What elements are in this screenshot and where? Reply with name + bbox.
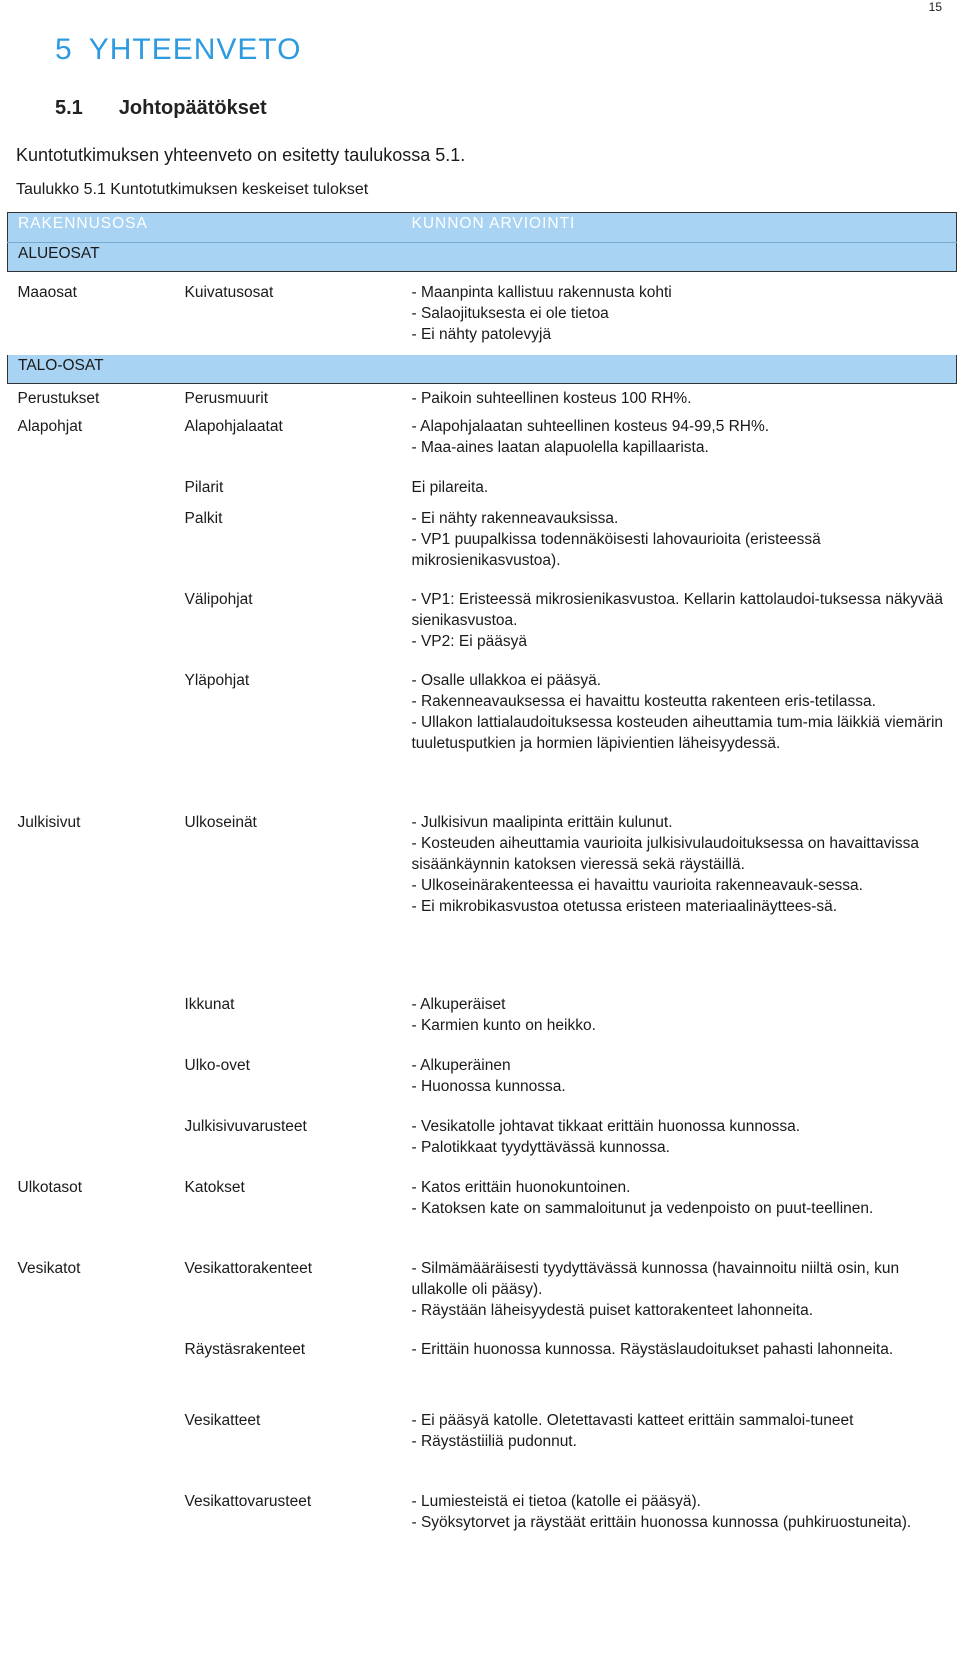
- row-group: Alapohjat: [17, 418, 83, 435]
- row-assessment: - Alkuperäinen - Huonossa kunnossa.: [411, 1057, 566, 1095]
- row-assessment: - Osalle ullakkoa ei pääsyä. - Rakenneavauksessa ei havaittu kosteutta rakenteen eris-tetilassa. - Ullakon lattialaudoituksessa kosteuden aiheuttamia tum-mia läikkiä viemärin tuuletusputkien ja hormien läpivientien läheisyydessä.: [411, 672, 944, 752]
- row-assessment: - Alkuperäiset - Karmien kunto on heikko.: [411, 996, 596, 1034]
- page-number: 15: [928, 0, 942, 14]
- table-row: [8, 1055, 957, 1116]
- row-part: Pilarit: [184, 479, 224, 496]
- row-part: Välipohjat: [184, 591, 253, 608]
- row-assessment: - Vesikatolle johtavat tikkaat erittäin huonossa kunnossa. - Palotikkaat tyydyttävässä kunnossa.: [411, 1118, 801, 1156]
- table-row: [8, 416, 957, 477]
- row-group: [8, 994, 175, 1055]
- row-group: [8, 1339, 175, 1410]
- results-table: [7, 212, 957, 1553]
- table-row: [8, 1491, 957, 1553]
- row-part: Vesikatteet: [184, 1412, 261, 1429]
- row-part: Alapohjalaatat: [184, 418, 283, 435]
- row-group: Maaosat: [17, 284, 77, 301]
- row-assessment: - Ei pääsyä katolle. Oletettavasti katteet erittäin sammaloi-tuneet - Räystästiiliä pudonnut.: [411, 1412, 854, 1450]
- row-group: Perustukset: [17, 389, 100, 407]
- header-rakennusosa: RAKENNUSOSA: [8, 213, 406, 243]
- section-title: [55, 97, 267, 120]
- row-part: Vesikattorakenteet: [184, 1260, 313, 1277]
- table-row: [8, 1339, 957, 1410]
- row-part: Kuivatusosat: [184, 284, 274, 301]
- row-part: Ikkunat: [184, 996, 235, 1013]
- table-caption: Taulukko 5.1 Kuntotutkimuksen keskeiset tulokset: [16, 181, 369, 198]
- row-group: [8, 670, 175, 812]
- table-row: [8, 383, 957, 416]
- row-assessment: - Alapohjalaatan suhteellinen kosteus 94-99,5 RH%. - Maa-aines laatan alapuolella kapillaarista.: [411, 418, 770, 456]
- section-title-text: Johtopäätökset: [118, 97, 267, 119]
- chapter-number: 5: [55, 33, 73, 66]
- row-assessment: - Julkisivun maalipinta erittäin kulunut. - Kosteuden aiheuttamia vaurioita julkisivulaudoituksessa on havaittavissa sisäänkäynnin katoksen vieressä sekä räystäillä. - Ulkoseinärakenteessa ei havaittu vaurioita rakenneavauk-sessa. - Ei mikrobikasvustoa otetussa eristeen materiaalinäyttees-sä.: [411, 814, 919, 915]
- group-label-alueosat: ALUEOSAT: [8, 243, 957, 272]
- row-group: [8, 589, 175, 670]
- table-row: [8, 477, 957, 508]
- row-group: [8, 508, 175, 589]
- table-row: [8, 508, 957, 589]
- chapter-title: [55, 33, 302, 67]
- row-group: [8, 1116, 175, 1177]
- row-part: Ulkoseinät: [184, 814, 257, 831]
- intro-paragraph: Kuntotutkimuksen yhteenveto on esitetty taulukossa 5.1.: [16, 145, 466, 165]
- section-number: 5.1: [55, 97, 83, 119]
- row-assessment: - Maanpinta kallistuu rakennusta kohti - Salaojituksesta ei ole tietoa - Ei nähty patolevyjä: [411, 284, 672, 343]
- table-row: [8, 670, 957, 812]
- row-group: Julkisivut: [17, 814, 81, 831]
- row-assessment: - VP1: Eristeessä mikrosienikasvustoa. Kellarin kattolaudoi-tuksessa näkyvää sienikasvustoa. - VP2: Ei pääsyä: [411, 591, 944, 650]
- table-row: [8, 812, 957, 994]
- table-row: [8, 589, 957, 670]
- table-row: [8, 994, 957, 1055]
- row-assessment: Ei pilareita.: [411, 479, 489, 496]
- row-assessment: - Ei nähty rakenneavauksissa. - VP1 puupalkissa todennäköisesti lahovaurioita (eristeessä mikrosienikasvustoa).: [411, 510, 821, 569]
- table-header-row: [8, 213, 957, 243]
- group-row-talo-osat: [8, 355, 957, 384]
- row-part: Julkisivuvarusteet: [184, 1118, 307, 1135]
- row-part: Ulko-ovet: [184, 1057, 250, 1074]
- row-part: Räystäsrakenteet: [184, 1341, 306, 1358]
- row-part: Vesikattovarusteet: [184, 1493, 312, 1510]
- group-row-alueosat: [8, 243, 957, 272]
- row-group: [8, 1410, 175, 1491]
- row-part: Palkit: [184, 510, 223, 527]
- row-group: [8, 477, 175, 508]
- table-row: [8, 1177, 957, 1258]
- group-label-talo-osat: TALO-OSAT: [8, 355, 957, 384]
- table-row: [8, 272, 957, 355]
- row-group: Vesikatot: [17, 1260, 81, 1277]
- table-row: [8, 1116, 957, 1177]
- row-part: Katokset: [184, 1179, 245, 1196]
- row-group: Ulkotasot: [17, 1179, 83, 1196]
- row-assessment: - Paikoin suhteellinen kosteus 100 RH%.: [411, 389, 692, 407]
- table-row: [8, 1258, 957, 1339]
- row-assessment: - Silmämääräisesti tyydyttävässä kunnossa (havainnoitu niiltä osin, kun ullakolle oli pääsy). - Räystään läheisyydestä puiset kattorakenteet lahonneita.: [411, 1260, 900, 1319]
- row-part: Yläpohjat: [184, 672, 250, 689]
- table-row: [8, 1410, 957, 1491]
- row-assessment: - Erittäin huonossa kunnossa. Räystäslaudoitukset pahasti lahonneita.: [411, 1341, 894, 1358]
- row-part: Perusmuurit: [184, 389, 269, 407]
- row-assessment: - Katos erittäin huonokuntoinen. - Katoksen kate on sammaloitunut ja vedenpoisto on puut-teellinen.: [411, 1179, 874, 1217]
- header-kunnon-arviointi: KUNNON ARVIOINTI: [406, 213, 957, 243]
- row-group: [8, 1055, 175, 1116]
- row-assessment: - Lumiesteistä ei tietoa (katolle ei pääsyä). - Syöksytorvet ja räystäät erittäin huonossa kunnossa (puhkiruostuneita).: [411, 1493, 912, 1531]
- chapter-title-text: YHTEENVETO: [88, 33, 302, 66]
- row-group: [8, 1491, 175, 1553]
